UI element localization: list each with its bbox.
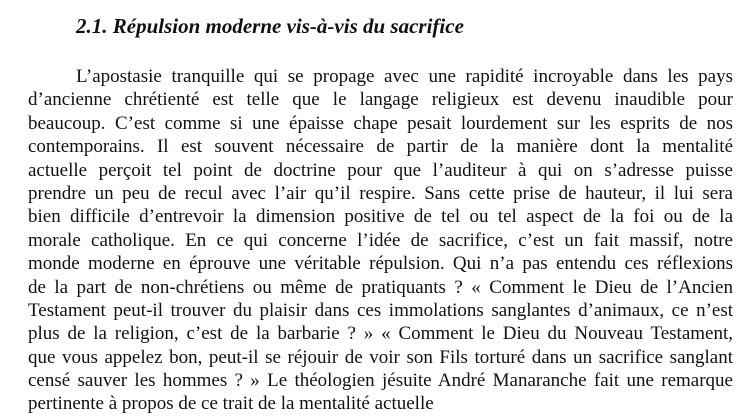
- paragraph-line: que vous appelez bon, peut-il se réjouir de voir son Fils torturé dans un sacrifice sanglant: [28, 346, 733, 368]
- paragraph-line: beaucoup. C’est comme si une épaisse chape pesait lourdement sur les esprits de nos: [28, 112, 733, 134]
- paragraph-line: de la part de non-chrétiens ou même de pratiquants ? « Comment le Dieu de l’Ancien: [28, 276, 733, 298]
- paragraph-line: d’ancienne chrétienté est telle que le langage religieux est devenu inaudible pour: [28, 89, 733, 111]
- paragraph-line: L’apostasie tranquille qui se propage avec une rapidité incroyable dans les pays: [76, 66, 733, 87]
- paragraph-line: contemporains. Il est souvent nécessaire de partir de la manière dont la mentalité: [28, 136, 733, 158]
- section-heading: 2.1. Répulsion moderne vis-à-vis du sacrifice: [76, 14, 464, 38]
- paragraph-line: censé sauver les hommes ? » Le théologien jésuite André Manaranche fait une remarque: [28, 370, 733, 392]
- paragraph-line: monde moderne en éprouve une véritable répulsion. Qui n’a pas entendu ces réflexions: [28, 253, 733, 275]
- paragraph-line: bien difficile d’entrevoir la dimension positive de tel ou tel aspect de la foi ou de la: [28, 206, 733, 228]
- paragraph-line: plus de la religion, c’est de la barbarie ? » « Comment le Dieu du Nouveau Testament,: [28, 323, 733, 345]
- paragraph-line: prendre un peu de recul avec l’air qu’il respire. Sans cette prise de hauteur, il lui sera: [28, 182, 733, 204]
- body-paragraph: [28, 65, 733, 416]
- paragraph-line: morale catholique. En ce qui concerne l’idée de sacrifice, c’est un fait massif, notre: [28, 229, 733, 251]
- paragraph-line: actuelle perçoit tel point de doctrine pour que l’auditeur à qui on s’adresse puisse: [28, 159, 733, 181]
- paragraph-line: Testament peut-il trouver du plaisir dans ces immolations sanglantes d’animaux, ce n’est: [28, 299, 733, 321]
- paragraph-line: pertinente à propos de ce trait de la mentalité actuelle: [28, 393, 434, 415]
